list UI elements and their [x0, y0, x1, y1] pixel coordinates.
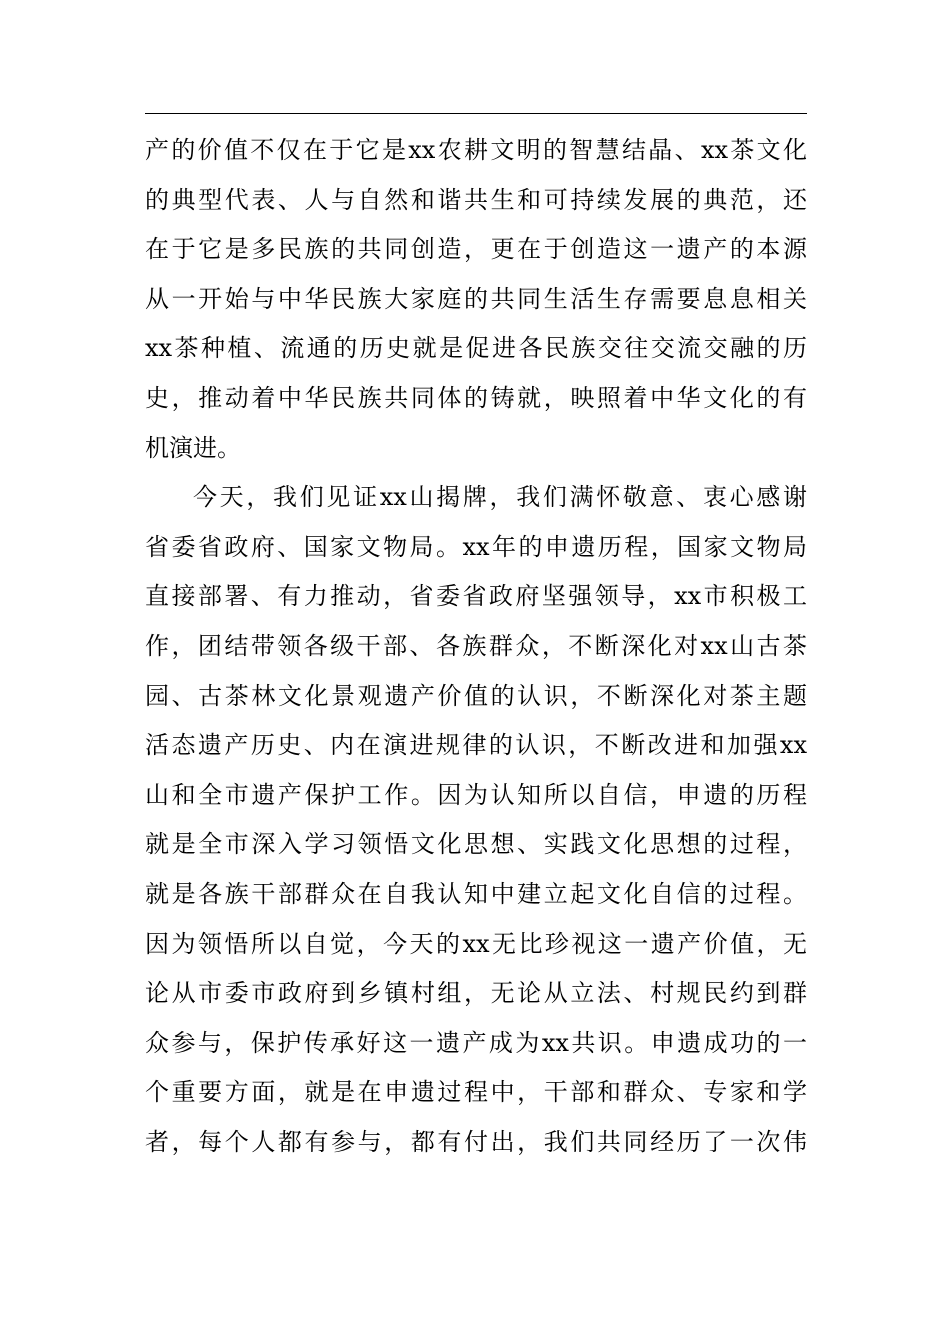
text-line: 就是各族干部群众在自我认知中建立起文化自信的过程。	[145, 879, 807, 908]
text-line: 史，推动着中华民族共同体的铸就，映照着中华文化的有	[145, 383, 807, 412]
text-line: 活态遗产历史、内在演进规律的认识，不断改进和加强xx	[145, 731, 807, 760]
paragraph-1	[145, 126, 807, 473]
text-line: 论从市委市政府到乡镇村组，无论从立法、村规民约到群	[145, 979, 807, 1008]
text-line: 个重要方面，就是在申遗过程中，干部和群众、专家和学	[145, 1078, 807, 1107]
text-line: 在于它是多民族的共同创造，更在于创造这一遗产的本源	[145, 235, 807, 264]
text-line: 就是全市深入学习领悟文化思想、实践文化思想的过程，	[145, 830, 807, 859]
header-rule	[145, 113, 807, 114]
text-line: 山和全市遗产保护工作。因为认知所以自信，申遗的历程	[145, 780, 807, 809]
text-line: 的典型代表、人与自然和谐共生和可持续发展的典范，还	[145, 185, 807, 214]
text-line: 从一开始与中华民族大家庭的共同生活生存需要息息相关	[145, 284, 807, 313]
body-text	[145, 126, 807, 1167]
text-line: 众参与，保护传承好这一遗产成为xx共识。申遗成功的一	[145, 1028, 807, 1057]
paragraph-2	[145, 473, 807, 1167]
text-line: 产的价值不仅在于它是xx农耕文明的智慧结晶、xx茶文化	[145, 136, 807, 164]
text-line: 省委省政府、国家文物局。xx年的申遗历程，国家文物局	[145, 532, 807, 561]
text-line: 直接部署、有力推动，省委省政府坚强领导，xx市积极工	[145, 582, 807, 611]
text-line: 作，团结带领各级干部、各族群众，不断深化对xx山古茶	[145, 631, 807, 660]
text-line: 者，每个人都有参与，都有付出，我们共同经历了一次伟	[145, 1127, 807, 1156]
text-line: 机演进。	[145, 433, 241, 462]
text-line: 园、古茶林文化景观遗产价值的认识，不断深化对茶主题	[145, 681, 807, 710]
text-line: 今天，我们见证xx山揭牌，我们满怀敬意、衷心感谢	[193, 483, 807, 512]
text-line: xx茶种植、流通的历史就是促进各民族交往交流交融的历	[145, 334, 807, 363]
text-line: 因为领悟所以自觉，今天的xx无比珍视这一遗产价值，无	[145, 929, 807, 958]
